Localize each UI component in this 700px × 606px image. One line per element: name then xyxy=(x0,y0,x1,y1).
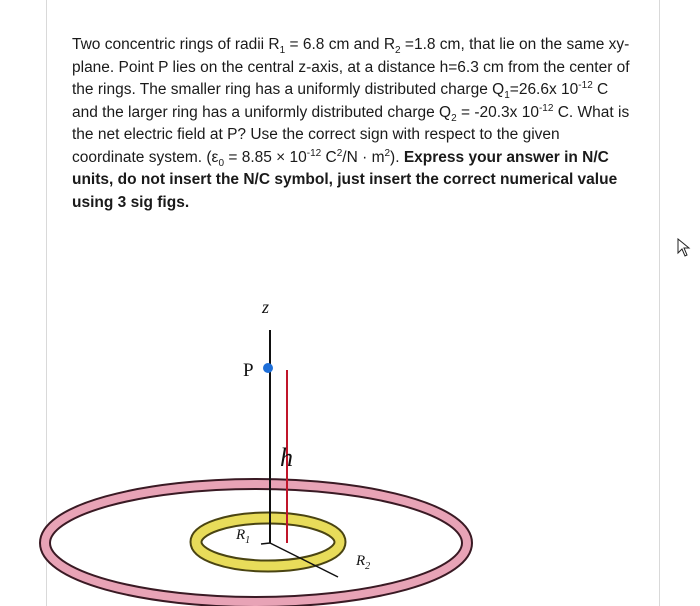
question-fragment: = -20.3x 10 xyxy=(456,103,539,121)
r2-subscript: 2 xyxy=(395,45,401,57)
point-p xyxy=(263,363,273,373)
r2-label: $R_2$ xyxy=(356,553,371,572)
question-fragment: = 6.8 cm and R xyxy=(285,36,396,53)
height-label: h xyxy=(280,443,293,472)
r1-subscript: 1 xyxy=(279,45,286,57)
question-fragment: C xyxy=(321,148,337,166)
inner-ring xyxy=(196,518,340,566)
question-fragment: ). xyxy=(390,148,404,166)
outer-ring xyxy=(45,484,467,602)
exponent: -12 xyxy=(578,79,593,91)
r1-radius-line xyxy=(261,543,270,544)
mouse-cursor-icon xyxy=(677,238,693,258)
superscript: 2 xyxy=(384,147,391,159)
question-fragment: C. What is the net electric field at P? Use the correct sign with respect to the given coordinate system. (ε xyxy=(72,103,630,166)
question-fragment: Two concentric rings of radii R xyxy=(72,36,280,53)
superscript: 2 xyxy=(336,147,343,159)
question-fragment: = 8.85 × 10 xyxy=(224,148,307,166)
question-fragment: =1.8 cm, that lie on the same xy-plane. Point P lies on the central z-axis, at a distance h=6.3 cm from the center of the rings. The smaller ring has a uniformly distributed charge Q xyxy=(72,36,630,98)
q2-subscript: 2 xyxy=(451,112,457,124)
question-fragment: =26.6x 10 xyxy=(509,81,579,98)
q1-subscript: 1 xyxy=(504,90,510,102)
epsilon-subscript: 0 xyxy=(218,157,225,169)
question-fragment: C and the larger ring has a uniformly distributed charge Q xyxy=(72,81,609,121)
exponent: -12 xyxy=(306,147,322,159)
exponent: -12 xyxy=(538,102,554,114)
r1-label: $R_1$ xyxy=(236,527,251,546)
question-fragment: /N · m xyxy=(342,148,385,166)
z-axis-label: z xyxy=(262,297,270,317)
point-p-label: P xyxy=(243,360,254,381)
answer-instruction: Express your answer in N/C units, do not insert the N/C symbol, just insert the correct numerical value using 3 sig figs. xyxy=(72,148,618,211)
